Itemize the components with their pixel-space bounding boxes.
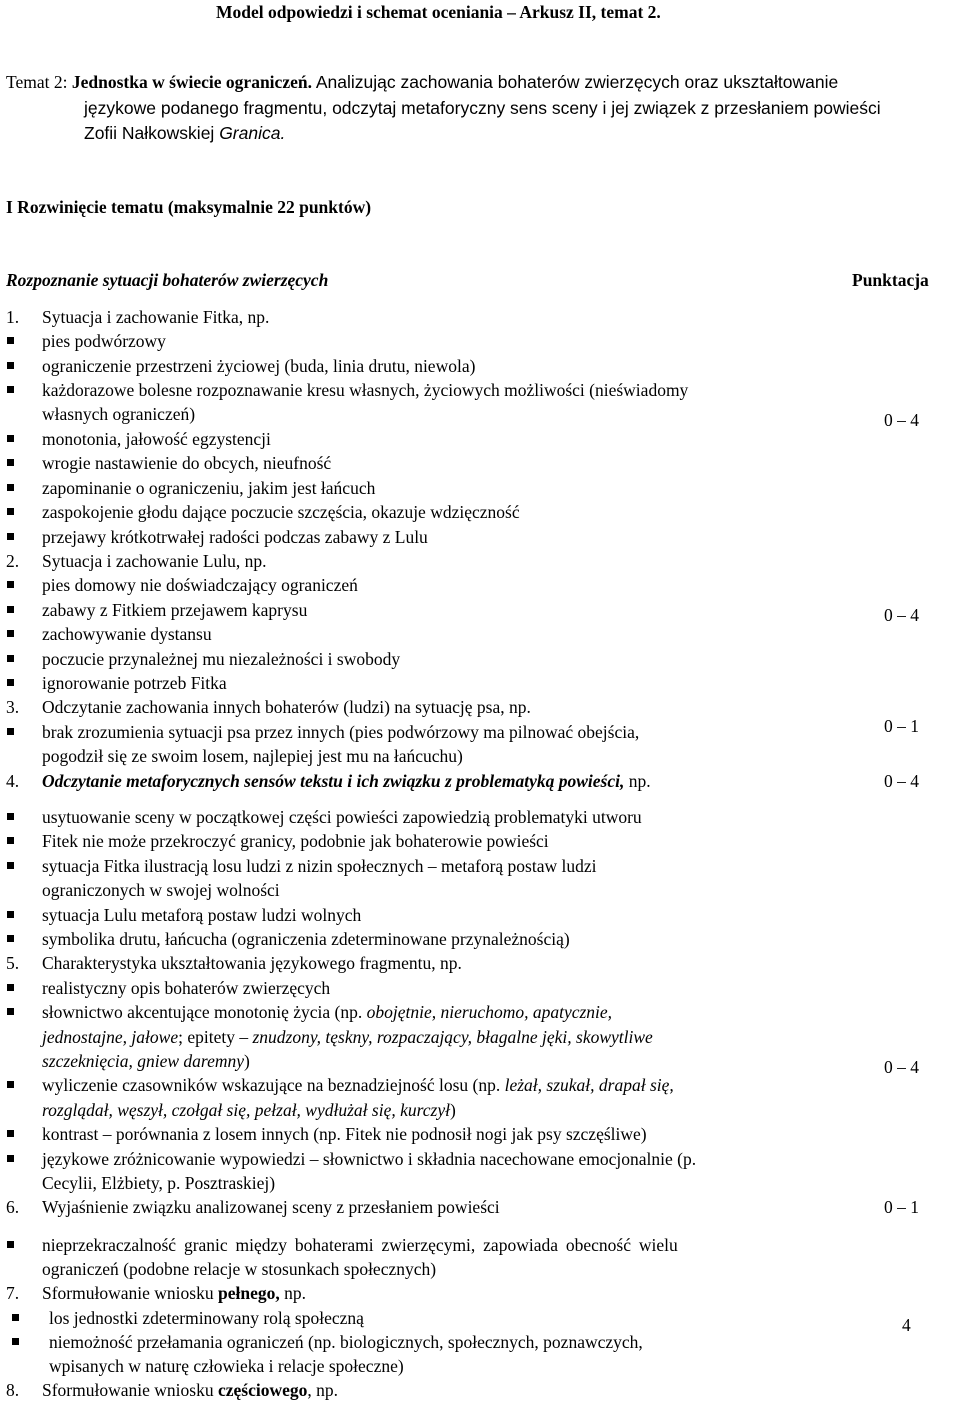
bullet-item bbox=[0, 451, 960, 475]
bullet-item bbox=[0, 573, 960, 597]
item-text bbox=[42, 769, 651, 794]
item-text: Sytuacja i zachowanie Lulu, np. bbox=[42, 551, 267, 571]
bullet-text: zaspokojenie głodu dające poczucie szczęścia, okazuje wdzięczność bbox=[42, 502, 520, 522]
bullet-icon bbox=[7, 1081, 14, 1088]
topic-text-1: Analizując zachowania bohaterów zwierzęcych oraz ukształtowanie bbox=[311, 72, 839, 92]
score-item-4: 0 – 4 bbox=[884, 771, 919, 791]
bullet-text bbox=[42, 1049, 250, 1074]
bullet-item bbox=[0, 647, 960, 671]
bullet-continuation bbox=[0, 1098, 960, 1122]
item-text-emphasis: pełnego, bbox=[217, 1283, 280, 1303]
list-item bbox=[0, 1378, 960, 1402]
item-text-emphasis: Odczytanie metaforycznych sensów tekstu i ich związku z problematyką powieści, bbox=[42, 771, 625, 791]
bullet-item bbox=[0, 854, 960, 878]
bullet-icon bbox=[7, 459, 14, 466]
bullet-item bbox=[0, 1073, 960, 1097]
bullet-text-example: znudzony, tęskny, rozpaczający, błagalne jęki, skowytliwe bbox=[252, 1027, 653, 1047]
topic-prefix: Temat 2: bbox=[6, 72, 72, 92]
item-number: 5. bbox=[6, 953, 20, 973]
bullet-item bbox=[0, 427, 960, 451]
item-number: 1. bbox=[6, 307, 20, 327]
bullet-text: ograniczenie przestrzeni życiowej (buda, linia drutu, niewola) bbox=[42, 356, 476, 376]
bullet-text: każdorazowe bolesne rozpoznawanie kresu własnych, życiowych możliwości (nieświadomy bbox=[42, 380, 689, 400]
bullet-text-example: rozglądał, węszył, czołgał się, pełzał, wydłużał się, kurczył bbox=[42, 1100, 450, 1120]
bullet-text: zabawy z Fitkiem przejawem kaprysu bbox=[42, 600, 308, 620]
bullet-text-part: ; epitety – bbox=[178, 1027, 253, 1047]
bullet-icon bbox=[7, 862, 14, 869]
item-number: 4. bbox=[6, 771, 20, 791]
bullet-continuation bbox=[0, 402, 960, 426]
bullet-icon bbox=[7, 1155, 14, 1162]
bullet-item bbox=[0, 378, 960, 402]
bullet-icon bbox=[7, 837, 14, 844]
bullet-item bbox=[0, 720, 960, 744]
bullet-continuation bbox=[0, 1025, 960, 1049]
bullet-text: przejawy krótkotrwałej radości podczas zabawy z Lulu bbox=[42, 527, 428, 547]
item-text bbox=[42, 1378, 338, 1403]
bullet-text: ograniczonych w swojej wolności bbox=[42, 880, 280, 900]
bullet-icon bbox=[7, 533, 14, 540]
bullet-icon bbox=[12, 1314, 19, 1321]
list-item bbox=[0, 769, 960, 793]
bullet-text: nieprzekraczalność granic między bohaterami zwierzęcymi, zapowiada obecność wielu bbox=[42, 1235, 678, 1255]
bullet-icon bbox=[7, 484, 14, 491]
bullet-item bbox=[0, 805, 960, 829]
topic-line-3 bbox=[84, 121, 285, 146]
bullet-text: symbolika drutu, łańcucha (ograniczenia zdeterminowane przynależnością) bbox=[42, 929, 570, 949]
bullet-text: pies domowy nie doświadczający ograniczeń bbox=[42, 575, 358, 595]
item-text: Sytuacja i zachowanie Fitka, np. bbox=[42, 307, 270, 327]
score-item-5: 0 – 4 bbox=[884, 1057, 919, 1077]
bullet-text: Cecylii, Elżbiety, p. Posztraskiej) bbox=[42, 1173, 276, 1193]
bullet-icon bbox=[7, 1130, 14, 1137]
item-text-emphasis: częściowego bbox=[217, 1380, 308, 1400]
bullet-continuation bbox=[0, 878, 960, 902]
score-item-2: 0 – 4 bbox=[884, 605, 919, 625]
list-item bbox=[0, 1195, 960, 1219]
bullet-text-part: ) bbox=[449, 1100, 456, 1120]
item-text: Wyjaśnienie związku analizowanej sceny z przesłaniem powieści bbox=[42, 1197, 500, 1217]
bullet-text bbox=[42, 1000, 612, 1025]
bullet-continuation bbox=[0, 1354, 960, 1378]
bullet-icon bbox=[7, 581, 14, 588]
bullet-item bbox=[0, 622, 960, 646]
bullet-item bbox=[0, 829, 960, 853]
bullet-text-part: wyliczenie czasowników wskazujące na beznadziejność losu (np. bbox=[42, 1075, 505, 1095]
score-column-header: Punktacja bbox=[852, 270, 929, 290]
bullet-continuation bbox=[0, 1049, 960, 1073]
score-item-6: 0 – 1 bbox=[884, 1197, 919, 1217]
bullet-icon bbox=[7, 337, 14, 344]
bullet-text: Fitek nie może przekroczyć granicy, podobnie jak bohaterowie powieści bbox=[42, 831, 549, 851]
bullet-item bbox=[0, 598, 960, 622]
bullet-text-example: szczeknięcia, gniew daremny bbox=[42, 1051, 245, 1071]
bullet-item bbox=[0, 500, 960, 524]
bullet-continuation bbox=[0, 1171, 960, 1195]
bullet-text: zapominanie o ograniczeniu, jakim jest łańcuch bbox=[42, 478, 376, 498]
item-number: 3. bbox=[6, 697, 20, 717]
bullet-text: poczucie przynależnej mu niezależności i swobody bbox=[42, 649, 401, 669]
score-item-7: 4 bbox=[902, 1315, 911, 1335]
bullet-icon bbox=[7, 728, 14, 735]
bullet-icon bbox=[7, 362, 14, 369]
item-text: Odczytanie zachowania innych bohaterów (ludzi) na sytuację psa, np. bbox=[42, 697, 531, 717]
bullet-text: monotonia, jałowość egzystencji bbox=[42, 429, 271, 449]
bullet-item bbox=[0, 903, 960, 927]
bullet-text bbox=[42, 1025, 653, 1050]
item-text-part: Sformułowanie wniosku bbox=[42, 1380, 218, 1400]
item-text-part: Sformułowanie wniosku bbox=[42, 1283, 218, 1303]
bullet-icon bbox=[7, 679, 14, 686]
bullet-text: językowe zróżnicowanie wypowiedzi – słownictwo i składnia nacechowane emocjonalnie (p. bbox=[42, 1149, 697, 1169]
bullet-icon bbox=[7, 508, 14, 515]
item-text-tail: np. bbox=[279, 1283, 306, 1303]
bullet-item bbox=[0, 476, 960, 500]
bullet-item bbox=[0, 329, 960, 353]
score-item-3: 0 – 1 bbox=[884, 716, 919, 736]
bullet-text: pogodził się ze swoim losem, najlepiej jest mu na łańcuchu) bbox=[42, 746, 463, 766]
bullet-item bbox=[0, 1147, 960, 1171]
bullet-text: własnych ograniczeń) bbox=[42, 404, 196, 424]
topic-title: Jednostka w świecie ograniczeń. bbox=[71, 72, 312, 92]
bullet-text bbox=[42, 1073, 674, 1098]
item-number: 7. bbox=[6, 1283, 20, 1303]
bullet-item bbox=[0, 1000, 960, 1024]
bullet-text: wrogie nastawienie do obcych, nieufność bbox=[42, 453, 332, 473]
bullet-item bbox=[0, 1233, 960, 1257]
bullet-icon bbox=[7, 435, 14, 442]
item-number: 8. bbox=[6, 1380, 20, 1400]
item-number: 2. bbox=[6, 551, 20, 571]
item-text: Charakterystyka ukształtowania językowego fragmentu, np. bbox=[42, 953, 462, 973]
bullet-icon bbox=[7, 911, 14, 918]
bullet-text: wpisanych w naturę człowieka i relacje społeczne) bbox=[49, 1356, 404, 1376]
bullet-item bbox=[0, 1330, 960, 1354]
item-number: 6. bbox=[6, 1197, 20, 1217]
page-title: Model odpowiedzi i schemat oceniania – Arkusz II, temat 2. bbox=[216, 2, 661, 22]
section-subheading: Rozpoznanie sytuacji bohaterów zwierzęcych bbox=[6, 270, 329, 290]
bullet-text: ograniczeń (podobne relacje w stosunkach społecznych) bbox=[42, 1259, 437, 1279]
bullet-text: sytuacja Lulu metaforą postaw ludzi wolnych bbox=[42, 905, 362, 925]
list-item bbox=[0, 951, 960, 975]
bullet-text-part: ) bbox=[244, 1051, 250, 1071]
list-item bbox=[0, 549, 960, 573]
bullet-item bbox=[0, 671, 960, 695]
bullet-icon bbox=[7, 1008, 14, 1015]
bullet-item bbox=[0, 1122, 960, 1146]
bullet-text: pies podwórzowy bbox=[42, 331, 166, 351]
bullet-icon bbox=[7, 386, 14, 393]
item-text bbox=[42, 1281, 306, 1306]
bullet-icon bbox=[7, 813, 14, 820]
bullet-text: brak zrozumienia sytuacji psa przez innych (pies podwórzowy ma pilnować obejścia, bbox=[42, 722, 640, 742]
bullet-icon bbox=[7, 606, 14, 613]
bullet-icon bbox=[12, 1338, 19, 1345]
bullet-text-example: leżał, szukał, drapał się, bbox=[504, 1075, 674, 1095]
bullet-icon bbox=[7, 630, 14, 637]
bullet-text: realistyczny opis bohaterów zwierzęcych bbox=[42, 978, 331, 998]
bullet-text: niemożność przełamania ograniczeń (np. biologicznych, społecznych, poznawczych, bbox=[49, 1332, 643, 1352]
bullet-text: kontrast – porównania z losem innych (np. Fitek nie podnosił nogi jak psy szczęśliwe) bbox=[42, 1124, 647, 1144]
topic-text-3: Zofii Nałkowskiej bbox=[84, 123, 220, 143]
bullet-text: usytuowanie sceny w początkowej części powieści zapowiedzią problematyki utworu bbox=[42, 807, 642, 827]
bullet-item bbox=[0, 927, 960, 951]
section-heading: I Rozwinięcie tematu (maksymalnie 22 punktów) bbox=[6, 197, 372, 217]
bullet-text-example: jednostajne, jałowe bbox=[42, 1027, 179, 1047]
bullet-item bbox=[0, 976, 960, 1000]
bullet-text: los jednostki zdeterminowany rolą społeczną bbox=[49, 1308, 364, 1328]
topic-line-2: językowe podanego fragmentu, odczytaj metaforyczny sens sceny i jej związek z przesłaniem powieści bbox=[84, 98, 881, 118]
bullet-text: sytuacja Fitka ilustracją losu ludzi z nizin społecznych – metaforą postaw ludzi bbox=[42, 856, 597, 876]
bullet-icon bbox=[7, 935, 14, 942]
score-item-1: 0 – 4 bbox=[884, 410, 919, 430]
bullet-item bbox=[0, 1306, 960, 1330]
list-item bbox=[0, 305, 960, 329]
list-item bbox=[0, 1281, 960, 1305]
topic-line-1 bbox=[6, 70, 838, 95]
bullet-text: ignorowanie potrzeb Fitka bbox=[42, 673, 227, 693]
novel-title: Granica. bbox=[219, 123, 286, 143]
bullet-continuation bbox=[0, 1257, 960, 1281]
bullet-text-example: obojętnie, nieruchomo, apatycznie, bbox=[366, 1002, 613, 1022]
item-text-tail: , np. bbox=[307, 1380, 338, 1400]
bullet-text: zachowywanie dystansu bbox=[42, 624, 212, 644]
bullet-icon bbox=[7, 1241, 14, 1248]
bullet-text-part: słownictwo akcentujące monotonię życia (np. bbox=[42, 1002, 367, 1022]
bullet-item bbox=[0, 354, 960, 378]
list-item bbox=[0, 695, 960, 719]
bullet-icon bbox=[7, 655, 14, 662]
bullet-icon bbox=[7, 984, 14, 991]
bullet-continuation bbox=[0, 744, 960, 768]
bullet-text bbox=[42, 1098, 456, 1123]
bullet-item bbox=[0, 525, 960, 549]
item-text-tail: np. bbox=[624, 771, 651, 791]
